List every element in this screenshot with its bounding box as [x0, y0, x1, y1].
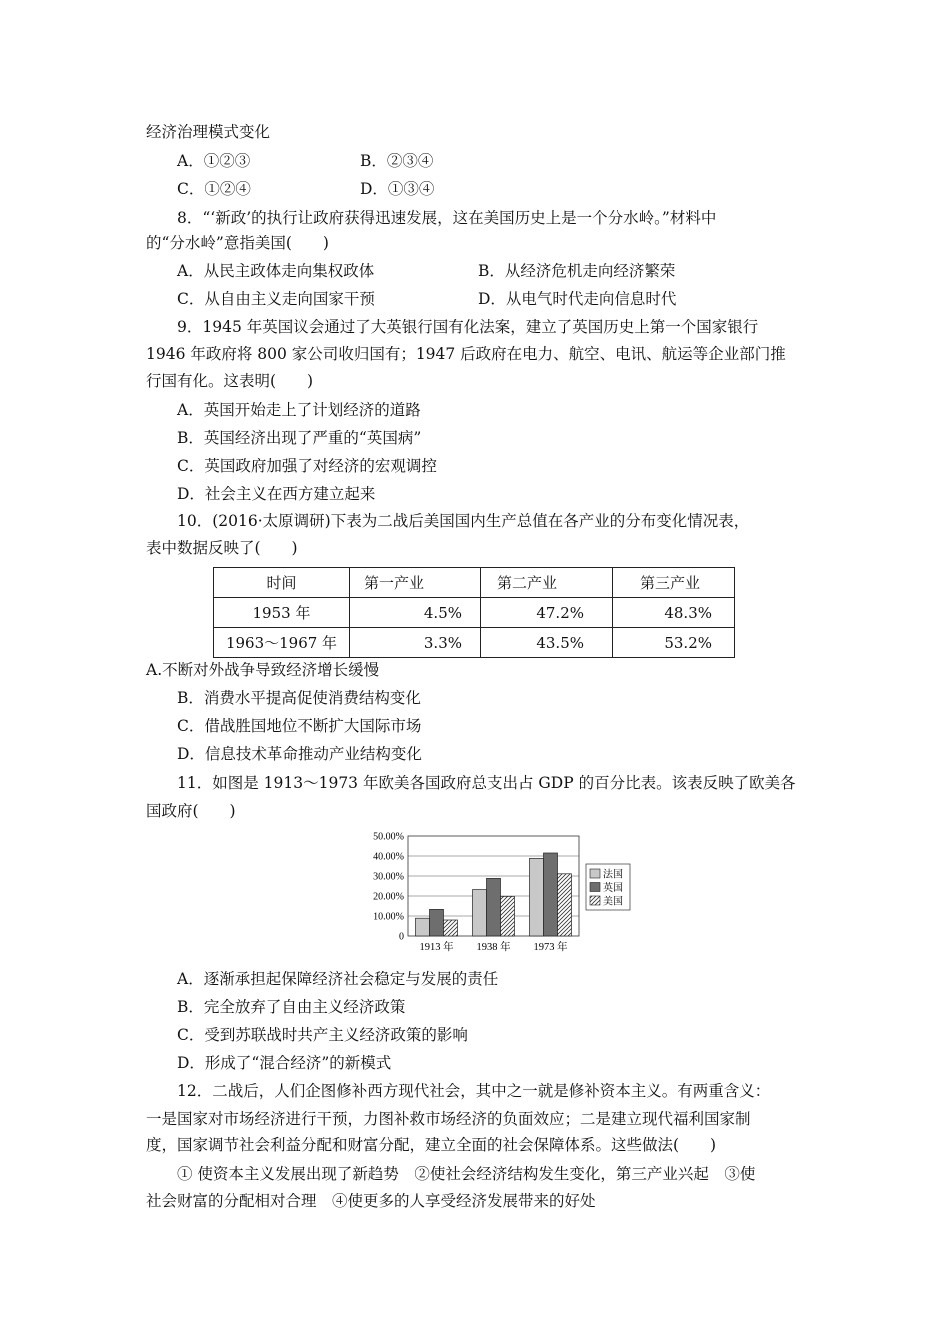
q9-option-a: A．英国开始走上了计划经济的道路	[177, 401, 421, 419]
table-row	[214, 628, 735, 658]
bar-法国	[530, 858, 544, 936]
table-cell: 1953 年	[214, 598, 350, 628]
table-cell: 3.3%	[350, 628, 481, 658]
y-tick-label: 30.00%	[373, 871, 404, 883]
table-cell: 53.2%	[613, 628, 735, 658]
q8-stem-line-1: 8．“‘新政’的执行让政府获得迅速发展，这在美国历史上是一个分水岭。”材料中	[177, 209, 717, 227]
y-tick-label: 20.00%	[373, 891, 404, 903]
gdp-industry-table	[213, 567, 735, 658]
legend-label: 英国	[603, 883, 623, 894]
x-tick-label: 1913 年	[419, 942, 454, 953]
table-header-cell: 第一产业	[350, 568, 481, 598]
bar-法国	[416, 918, 430, 936]
q11-option-d: D．形成了“混合经济”的新模式	[177, 1054, 392, 1072]
q7-option-d: D．①③④	[360, 180, 435, 198]
legend-swatch	[590, 883, 600, 892]
bar-英国	[487, 878, 501, 936]
q11-option-c: C．受到苏联战时共产主义经济政策的影响	[177, 1026, 468, 1044]
table-header-cell: 第三产业	[613, 568, 735, 598]
table-cell: 43.5%	[481, 628, 613, 658]
legend-label: 法国	[603, 869, 623, 881]
q9-stem-line-1: 9．1945 年英国议会通过了大英银行国有化法案，建立了英国历史上第一个国家银行	[177, 318, 759, 336]
table-cell: 47.2%	[481, 598, 613, 628]
y-tick-label: 10.00%	[373, 911, 404, 923]
q9-option-d: D．社会主义在西方建立起来	[177, 485, 376, 503]
legend-swatch	[590, 896, 600, 905]
q8-option-b: B．从经济危机走向经济繁荣	[478, 262, 676, 280]
q11-option-b: B．完全放弃了自由主义经济政策	[177, 998, 406, 1016]
q7-option-c: C．①②④	[177, 180, 251, 198]
y-tick-label: 0	[399, 931, 404, 943]
q10-option-a: A.不断对外战争导致经济增长缓慢	[146, 661, 380, 679]
table-cell: 4.5%	[350, 598, 481, 628]
q7-option-a: A．①②③	[177, 152, 251, 170]
q12-stem-line-3: 度，国家调节社会利益分配和财富分配，建立全面的社会保障体系。这些做法( )	[146, 1136, 717, 1154]
table-cell: 48.3%	[613, 598, 735, 628]
table-row	[214, 598, 735, 628]
q12-stem-line-1: 12．二战后，人们企图修补西方现代社会，其中之一就是修补资本主义。有两重含义：	[177, 1082, 771, 1100]
bar-美国	[444, 920, 458, 936]
table-header-cell: 第二产业	[481, 568, 613, 598]
q10-option-c: C．借战胜国地位不断扩大国际市场	[177, 717, 422, 735]
q10-stem-line-2: 表中数据反映了( )	[146, 539, 298, 557]
legend-label: 美国	[603, 896, 623, 908]
q9-stem-line-3: 行国有化。这表明( )	[146, 372, 314, 390]
q10-option-b: B．消费水平提高促使消费结构变化	[177, 689, 421, 707]
q8-option-c: C．从自由主义走向国家干预	[177, 290, 375, 308]
q12-statements-line-1: ① 使资本主义发展出现了新趋势 ②使社会经济结构发生变化，第三产业兴起 ③使	[177, 1165, 756, 1183]
x-tick-label: 1938 年	[476, 942, 511, 953]
table-header-cell: 时间	[214, 568, 350, 598]
q11-stem-line-2: 国政府( )	[146, 802, 236, 820]
bar-美国	[501, 896, 515, 936]
q11-stem-line-1: 11．如图是 1913～1973 年欧美各国政府总支出占 GDP 的百分比表。该表反映了欧美各	[177, 774, 796, 792]
q9-option-b: B．英国经济出现了严重的“英国病”	[177, 429, 422, 447]
government-spending-bar-chart	[364, 824, 634, 964]
x-tick-label: 1973 年	[533, 942, 568, 953]
q11-option-a: A．逐渐承担起保障经济社会稳定与发展的责任	[177, 970, 499, 988]
table-cell: 1963～1967 年	[214, 628, 350, 658]
q9-stem-line-2: 1946 年政府将 800 家公司收归国有；1947 后政府在电力、航空、电讯、航运等企业部门推	[146, 345, 786, 363]
bar-法国	[473, 890, 487, 936]
intro-line: 经济治理模式变化	[146, 123, 271, 141]
q7-option-b: B．②③④	[360, 152, 434, 170]
legend-swatch	[590, 869, 600, 878]
bar-英国	[544, 853, 558, 936]
q8-option-a: A．从民主政体走向集权政体	[177, 262, 375, 280]
q12-statements-line-2: 社会财富的分配相对合理 ④使更多的人享受经济发展带来的好处	[146, 1192, 596, 1210]
table-header-row	[214, 568, 735, 598]
q8-stem-line-2: 的“分水岭”意指美国( )	[146, 234, 329, 252]
q10-stem-line-1: 10．(2016·太原调研)下表为二战后美国国内生产总值在各产业的分布变化情况表，	[177, 512, 750, 530]
q8-option-d: D．从电气时代走向信息时代	[478, 290, 677, 308]
q9-option-c: C．英国政府加强了对经济的宏观调控	[177, 457, 437, 475]
bar-美国	[558, 874, 572, 936]
q12-stem-line-2: 一是国家对市场经济进行干预，力图补救市场经济的负面效应；二是建立现代福利国家制	[146, 1110, 751, 1128]
y-tick-label: 40.00%	[373, 851, 404, 863]
q10-option-d: D．信息技术革命推动产业结构变化	[177, 745, 422, 763]
bar-英国	[430, 909, 444, 936]
y-tick-label: 50.00%	[373, 831, 404, 843]
